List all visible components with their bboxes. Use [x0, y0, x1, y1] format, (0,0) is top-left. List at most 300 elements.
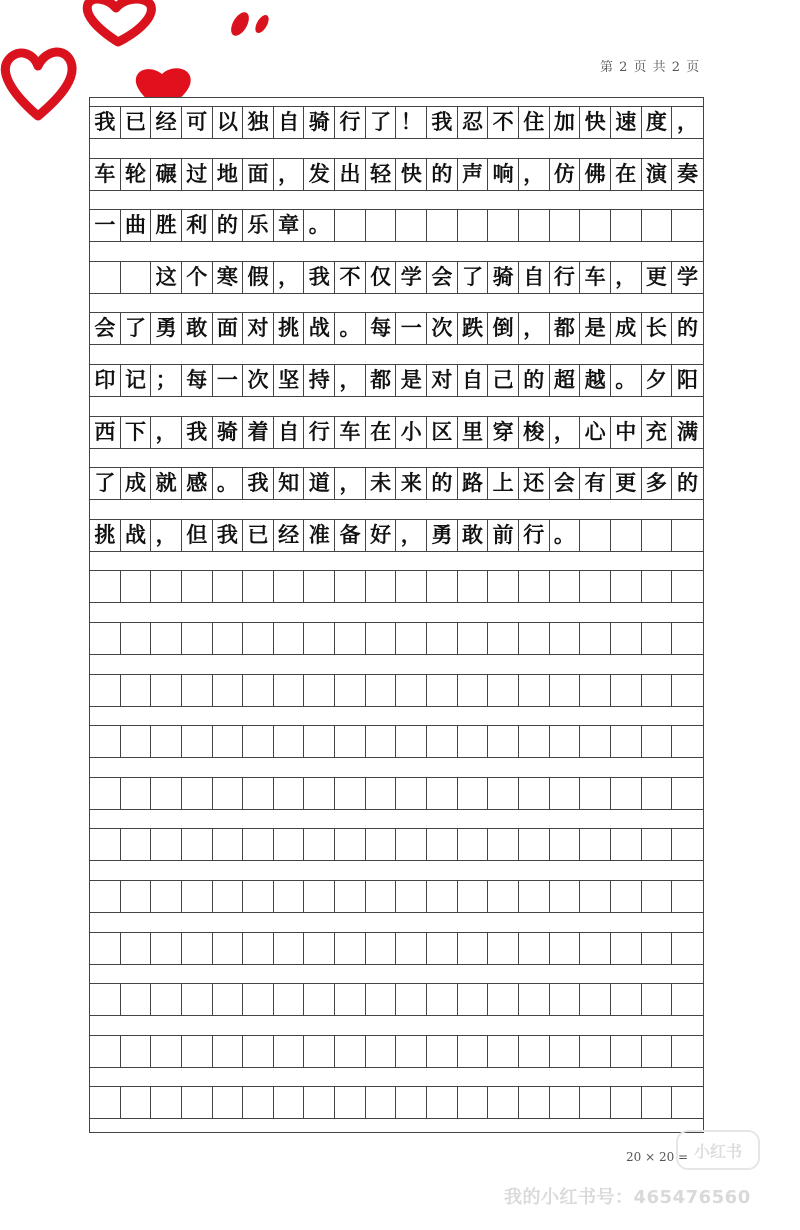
grid-cell	[427, 1036, 458, 1067]
grid-cell	[458, 623, 489, 654]
grid-cell: 经	[151, 107, 182, 138]
grid-cell	[151, 829, 182, 860]
grid-cell	[550, 778, 581, 809]
grid-cell: 住	[519, 107, 550, 138]
grid-cell	[90, 623, 121, 654]
grid-cell: 着	[243, 417, 274, 448]
grid-cell	[519, 829, 550, 860]
grid-cell	[151, 778, 182, 809]
grid-cell	[90, 933, 121, 964]
grid-cell	[213, 623, 244, 654]
grid-cell	[642, 520, 673, 551]
grid-cell: 穿	[488, 417, 519, 448]
grid-cell: 声	[458, 159, 489, 190]
grid-cell	[90, 881, 121, 912]
grid-cell	[213, 726, 244, 757]
grid-cell	[90, 829, 121, 860]
grid-cell: 骑	[488, 262, 519, 293]
grid-row	[90, 777, 703, 810]
grid-cell	[611, 571, 642, 602]
grid-cell: 响	[488, 159, 519, 190]
grid-cell: 。	[304, 210, 335, 241]
grid-cell	[90, 571, 121, 602]
grid-cell: 轮	[121, 159, 152, 190]
grid-cell: 对	[243, 313, 274, 344]
grid-cell	[213, 829, 244, 860]
grid-cell	[427, 881, 458, 912]
grid-cell: 了	[366, 107, 397, 138]
grid-cell: 一	[213, 365, 244, 396]
grid-cell: 经	[274, 520, 305, 551]
grid-cell	[458, 881, 489, 912]
grid-cell	[488, 571, 519, 602]
grid-cell: 倒	[488, 313, 519, 344]
grid-cell: 一	[90, 210, 121, 241]
grid-cell: 我	[213, 520, 244, 551]
grid-cell	[611, 520, 642, 551]
grid-cell	[611, 1087, 642, 1118]
grid-cell	[304, 881, 335, 912]
grid-cell	[121, 778, 152, 809]
grid-cell: 西	[90, 417, 121, 448]
grid-cell	[488, 210, 519, 241]
grid-cell	[642, 571, 673, 602]
grid-cell: ，	[396, 520, 427, 551]
grid-cell: 来	[396, 468, 427, 499]
grid-row	[90, 932, 703, 965]
heart-drop-icon	[227, 9, 252, 39]
grid-cell	[366, 778, 397, 809]
grid-cell	[304, 726, 335, 757]
grid-cell: 奏	[676, 161, 698, 186]
grid-cell	[182, 571, 213, 602]
grid-cell	[488, 1036, 519, 1067]
grid-cell: 更	[611, 468, 642, 499]
grid-row	[90, 622, 703, 655]
grid-cell	[304, 984, 335, 1015]
grid-cell	[366, 210, 397, 241]
grid-cell: 骑	[213, 417, 244, 448]
grid-cell	[550, 210, 581, 241]
grid-cell: ，	[274, 159, 305, 190]
grid-cell	[611, 778, 642, 809]
grid-cell	[550, 623, 581, 654]
grid-row	[90, 364, 703, 397]
grid-cell: 忍	[458, 107, 489, 138]
grid-cell	[672, 778, 703, 809]
grid-cell: 挑	[90, 520, 121, 551]
grid-cell: 未	[366, 468, 397, 499]
composition-grid-paper	[89, 97, 704, 1133]
grid-cell	[274, 984, 305, 1015]
grid-cell: 勇	[427, 520, 458, 551]
grid-cell	[488, 881, 519, 912]
grid-cell	[151, 726, 182, 757]
grid-cell	[243, 881, 274, 912]
grid-row	[90, 674, 703, 707]
grid-row	[90, 1086, 703, 1119]
grid-cell: 已	[243, 520, 274, 551]
grid-cell: 还	[519, 468, 550, 499]
grid-cell: 的	[519, 365, 550, 396]
grid-cell: 加	[550, 107, 581, 138]
grid-cell	[213, 675, 244, 706]
grid-cell: 的	[427, 468, 458, 499]
grid-cell: 会	[550, 468, 581, 499]
grid-cell	[243, 1087, 274, 1118]
grid-cell	[366, 726, 397, 757]
grid-cell	[427, 623, 458, 654]
grid-cell	[90, 1087, 121, 1118]
grid-cell	[611, 933, 642, 964]
grid-cell	[488, 778, 519, 809]
grid-cell	[366, 623, 397, 654]
grid-cell	[550, 829, 581, 860]
grid-cell	[182, 726, 213, 757]
grid-cell: 利	[182, 210, 213, 241]
grid-cell: 勇	[151, 313, 182, 344]
grid-cell	[611, 726, 642, 757]
grid-cell	[642, 881, 673, 912]
grid-cell	[550, 933, 581, 964]
heart-outline-icon	[87, 0, 151, 42]
grid-cell	[274, 881, 305, 912]
grid-cell	[580, 623, 611, 654]
grid-cell	[672, 726, 703, 757]
grid-cell	[90, 778, 121, 809]
grid-cell	[182, 933, 213, 964]
grid-cell	[672, 829, 703, 860]
grid-row	[90, 416, 703, 449]
grid-cell: 行	[519, 520, 550, 551]
grid-cell: ，	[676, 110, 698, 134]
grid-cell	[458, 675, 489, 706]
grid-cell: ，	[335, 365, 366, 396]
grid-cell	[519, 210, 550, 241]
grid-cell	[396, 210, 427, 241]
grid-cell: 轻	[366, 159, 397, 190]
grid-cell: 快	[396, 159, 427, 190]
grid-cell: 每	[182, 365, 213, 396]
grid-row	[90, 983, 703, 1016]
grid-cell: 的	[213, 210, 244, 241]
grid-cell	[90, 726, 121, 757]
grid-cell	[427, 726, 458, 757]
grid-cell	[642, 984, 673, 1015]
grid-cell: 车	[90, 159, 121, 190]
grid-cell: 个	[182, 262, 213, 293]
grid-cell: 有	[580, 468, 611, 499]
grid-cell	[274, 1087, 305, 1118]
grid-cell: 成	[121, 468, 152, 499]
grid-cell: ，	[151, 417, 182, 448]
grid-cell	[151, 1036, 182, 1067]
grid-cell	[488, 675, 519, 706]
grid-cell	[121, 262, 152, 293]
grid-cell: 次	[243, 365, 274, 396]
grid-cell	[580, 675, 611, 706]
grid-cell: 乐	[243, 210, 274, 241]
grid-cell: 路	[458, 468, 489, 499]
grid-cell	[243, 571, 274, 602]
grid-cell: 跌	[458, 313, 489, 344]
grid-cell	[213, 881, 244, 912]
grid-cell	[611, 675, 642, 706]
grid-cell	[243, 675, 274, 706]
grid-cell	[151, 881, 182, 912]
grid-cell: 知	[274, 468, 305, 499]
grid-cell	[519, 1036, 550, 1067]
grid-cell	[642, 623, 673, 654]
grid-cell	[366, 675, 397, 706]
grid-cell	[243, 778, 274, 809]
grid-cell: 上	[488, 468, 519, 499]
heart-outline-icon	[5, 52, 72, 116]
grid-cell	[182, 1036, 213, 1067]
grid-cell	[366, 829, 397, 860]
grid-cell: 。	[213, 468, 244, 499]
grid-cell	[213, 984, 244, 1015]
grid-cell	[427, 210, 458, 241]
grid-cell: 好	[366, 520, 397, 551]
grid-cell	[366, 571, 397, 602]
grid-cell	[396, 1087, 427, 1118]
grid-cell: 在	[611, 159, 642, 190]
grid-cell: 快	[580, 107, 611, 138]
grid-cell	[672, 933, 703, 964]
grid-cell: 以	[213, 107, 244, 138]
grid-cell	[488, 726, 519, 757]
grid-cell	[550, 726, 581, 757]
grid-cell	[396, 726, 427, 757]
grid-cell	[304, 675, 335, 706]
grid-cell: 己	[488, 365, 519, 396]
grid-cell	[550, 571, 581, 602]
grid-cell	[304, 1036, 335, 1067]
grid-cell	[427, 571, 458, 602]
grid-cell	[304, 778, 335, 809]
grid-cell: 学	[676, 264, 698, 289]
grid-cell	[366, 1087, 397, 1118]
grid-cell	[550, 984, 581, 1015]
grid-cell	[213, 1087, 244, 1118]
grid-cell	[672, 984, 703, 1015]
grid-cell: 自	[458, 365, 489, 396]
grid-cell: 满	[676, 419, 698, 444]
grid-cell	[580, 933, 611, 964]
grid-cell	[611, 881, 642, 912]
grid-cell: 仿	[550, 159, 581, 190]
grid-cell	[580, 571, 611, 602]
grid-cell: 这	[151, 262, 182, 293]
grid-cell	[335, 984, 366, 1015]
grid-cell	[243, 829, 274, 860]
grid-cell	[427, 829, 458, 860]
grid-cell	[642, 210, 673, 241]
grid-cell: ，	[519, 313, 550, 344]
grid-cell: 心	[580, 417, 611, 448]
grid-cell: ，	[335, 468, 366, 499]
grid-cell: 的	[676, 471, 698, 496]
grid-cell	[396, 829, 427, 860]
grid-cell	[550, 675, 581, 706]
grid-cell	[642, 726, 673, 757]
grid-cell	[121, 1087, 152, 1118]
grid-cell: ；	[151, 365, 182, 396]
grid-cell	[580, 829, 611, 860]
grid-cell: 充	[642, 417, 673, 448]
grid-row	[90, 467, 703, 500]
grid-cell	[182, 881, 213, 912]
grid-cell	[458, 933, 489, 964]
grid-cell: 在	[366, 417, 397, 448]
grid-cell: 了	[90, 468, 121, 499]
grid-cell: 曲	[121, 210, 152, 241]
grid-cell	[274, 778, 305, 809]
grid-cell	[151, 984, 182, 1015]
grid-cell	[366, 933, 397, 964]
grid-cell	[519, 623, 550, 654]
grid-cell	[672, 675, 703, 706]
grid-cell	[580, 1087, 611, 1118]
grid-cell: 车	[335, 417, 366, 448]
grid-cell	[519, 778, 550, 809]
grid-cell	[274, 675, 305, 706]
grid-cell	[611, 210, 642, 241]
grid-row	[90, 261, 703, 294]
grid-cell	[182, 984, 213, 1015]
grid-cell	[213, 933, 244, 964]
grid-cell	[151, 1087, 182, 1118]
grid-cell: 是	[580, 313, 611, 344]
grid-cell: 独	[243, 107, 274, 138]
grid-cell	[121, 1036, 152, 1067]
grid-cell: 不	[488, 107, 519, 138]
grid-cell	[335, 623, 366, 654]
grid-cell	[550, 1087, 581, 1118]
grid-cell	[151, 623, 182, 654]
grid-cell: 越	[580, 365, 611, 396]
grid-cell	[396, 1036, 427, 1067]
grid-cell	[519, 1087, 550, 1118]
grid-cell	[550, 881, 581, 912]
grid-cell: 的	[676, 316, 698, 341]
grid-cell	[672, 520, 703, 551]
grid-cell	[672, 1087, 703, 1118]
grid-cell	[335, 778, 366, 809]
grid-cell: 骑	[304, 107, 335, 138]
grid-cell: 一	[396, 313, 427, 344]
grid-cell	[611, 1036, 642, 1067]
grid-cell	[458, 571, 489, 602]
grid-cell: 坚	[274, 365, 305, 396]
grid-cell	[642, 829, 673, 860]
grid-cell	[642, 1036, 673, 1067]
grid-cell	[458, 726, 489, 757]
grid-cell	[580, 210, 611, 241]
grid-cell	[672, 571, 703, 602]
heart-drop-icon	[253, 13, 272, 35]
grid-cell	[213, 571, 244, 602]
grid-cell	[396, 571, 427, 602]
grid-cell	[90, 675, 121, 706]
grid-cell: 次	[427, 313, 458, 344]
grid-cell	[274, 933, 305, 964]
xiaohongshu-logo: 小红书	[676, 1130, 760, 1170]
grid-cell: 就	[151, 468, 182, 499]
grid-cell: 中	[611, 417, 642, 448]
grid-cell: 了	[458, 262, 489, 293]
grid-cell	[274, 1036, 305, 1067]
grid-cell: 我	[90, 107, 121, 138]
grid-cell	[488, 829, 519, 860]
grid-cell	[458, 210, 489, 241]
grid-cell	[519, 571, 550, 602]
grid-cell	[427, 675, 458, 706]
grid-cell	[182, 778, 213, 809]
grid-cell	[427, 778, 458, 809]
grid-cell	[519, 675, 550, 706]
grid-cell: 假	[243, 262, 274, 293]
grid-cell	[519, 933, 550, 964]
grid-row	[90, 880, 703, 913]
grid-cell	[672, 881, 703, 912]
grid-cell	[90, 1036, 121, 1067]
grid-cell	[182, 829, 213, 860]
grid-cell	[335, 210, 366, 241]
grid-cell: 道	[304, 468, 335, 499]
grid-cell	[458, 829, 489, 860]
grid-cell: 行	[335, 107, 366, 138]
grid-cell: 速	[611, 107, 642, 138]
grid-cell	[121, 984, 152, 1015]
grid-cell	[580, 778, 611, 809]
grid-cell: 地	[213, 159, 244, 190]
grid-cell	[335, 881, 366, 912]
grid-cell: 不	[335, 262, 366, 293]
grid-cell	[672, 1036, 703, 1067]
grid-cell: 阳	[676, 368, 698, 392]
grid-cell: 记	[121, 365, 152, 396]
grid-cell	[335, 829, 366, 860]
grid-cell	[90, 262, 121, 293]
grid-cell	[458, 984, 489, 1015]
grid-cell	[151, 571, 182, 602]
grid-cell: ，	[519, 159, 550, 190]
grid-cell	[488, 933, 519, 964]
grid-cell	[396, 984, 427, 1015]
grid-cell	[488, 984, 519, 1015]
grid-cell: 佛	[580, 159, 611, 190]
grid-cell: 都	[550, 313, 581, 344]
grid-cell: 。	[611, 365, 642, 396]
grid-cell: 多	[642, 468, 673, 499]
grid-cell	[519, 726, 550, 757]
grid-cell: 都	[366, 365, 397, 396]
grid-cell	[458, 1087, 489, 1118]
grid-cell: 过	[182, 159, 213, 190]
grid-row	[90, 158, 703, 191]
grid-cell	[366, 881, 397, 912]
grid-cell	[243, 984, 274, 1015]
grid-cell: 对	[427, 365, 458, 396]
grid-cell: 敢	[458, 520, 489, 551]
grid-cell: 我	[427, 107, 458, 138]
grid-cell	[550, 1036, 581, 1067]
grid-cell: 度	[642, 107, 673, 138]
grid-cell: 演	[642, 159, 673, 190]
grid-row	[90, 519, 703, 552]
